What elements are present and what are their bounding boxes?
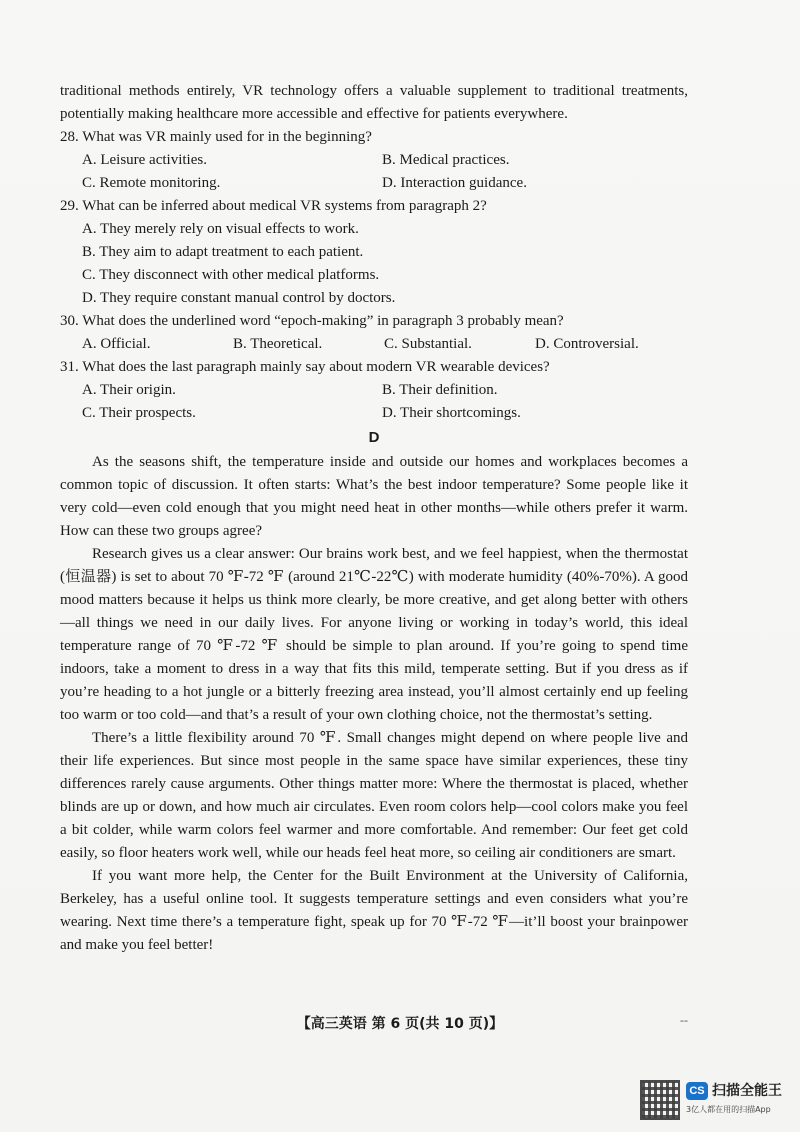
options-row [60,402,688,425]
question-29 [60,195,688,310]
option-b: B. Theoretical. [233,336,323,352]
scanner-watermark [640,1080,785,1120]
option-b: B. They aim to adapt treatment to each patient. [82,244,364,260]
options-row [60,379,688,402]
question-30 [60,310,688,356]
option-b: B. Their definition. [382,382,498,398]
question-28 [60,126,688,195]
option-a: A. They merely rely on visual effects to work. [82,221,359,237]
option-d: D. Their shortcomings. [382,405,521,421]
option-d: D. Controversial. [535,336,639,352]
options-row [60,149,688,172]
option-a: A. Their origin. [82,382,176,398]
page-content [60,80,688,957]
passage-d-paragraph-3: There’s a little flexibility around 70 ℉. Small changes might depend on where people live and their life experiences. But since most people in the same space have similar experiences, these tiny differences rarely cause arguments. Other things matter more: Where the thermostat is placed, whether blinds are up or down, and how much air circulates. Even room colors help—cool colors make you feel a bit colder, while warm colors feel warmer and more comfortable. And remember: Our feet get cold easily, so floor heaters work well, while our heads feel heat more, so ceiling air conditioners are smart. [60,730,688,861]
camscanner-logo-icon: CS [686,1082,708,1100]
passage-d-paragraph-2: Research gives us a clear answer: Our brains work best, and we feel happiest, when the thermostat (恒温器) is set to about 70 ℉-72 ℉ (around 21℃-22℃) with moderate humidity (40%-70%). A good mood matters because it helps us think more clearly, be more creative, and get along better with others—all things we need in our daily lives. For anyone living or working in today’s world, this ideal temperature range of 70 ℉-72 ℉ should be simple to plan around. If you’re going to spend time indoors, take a moment to dress in a way that fits this mild, temperate setting. But if you dress as if you’re heading to a hot jungle or a bitterly freezing area instead, you’ll almost certainly end up feeling too warm or too cold—and that’s a result of your own clothing choice, not the thermostat’s setting. [60,546,688,723]
passage-d-paragraph-1: As the seasons shift, the temperature inside and outside our homes and workplaces becomes a common topic of discussion. It often starts: What’s the best indoor temperature? Some people like it very cold—even cold enough that you might need heat in other months—while others prefer it warm. How can these two groups agree? [60,454,688,539]
question-stem: 28. What was VR mainly used for in the beginning? [60,129,372,145]
options-row [60,172,688,195]
question-stem: 29. What can be inferred about medical VR systems from paragraph 2? [60,198,487,214]
qr-code-icon [640,1080,680,1120]
option-c: C. They disconnect with other medical platforms. [82,267,380,283]
option-a: A. Leisure activities. [82,152,207,168]
option-d: D. They require constant manual control by doctors. [82,290,396,306]
option-c: C. Remote monitoring. [82,175,221,191]
question-stem: 30. What does the underlined word “epoch-making” in paragraph 3 probably mean? [60,313,564,329]
section-heading-d: D [368,429,380,446]
footer-dash: -- [680,1013,688,1027]
option-c: C. Their prospects. [82,405,196,421]
passage-d-paragraph-4: If you want more help, the Center for the Built Environment at the University of California, Berkeley, has a useful online tool. It suggests temperature settings and even considers what you’re wearing. Next time there’s a temperature fight, speak up for 70 ℉-72 ℉—it’ll boost your brainpower and make you feel better! [60,868,688,953]
scanner-tagline: 3亿人都在用的扫描App [686,1105,771,1114]
option-a: A. Official. [82,336,151,352]
option-b: B. Medical practices. [382,152,510,168]
scanner-app-name: 扫描全能王 [712,1083,782,1099]
option-d: D. Interaction guidance. [382,175,527,191]
question-31 [60,356,688,425]
options-row [60,333,688,356]
option-c: C. Substantial. [384,336,472,352]
page-footer: 【高三英语 第 6 页(共 10 页)】 [296,1016,504,1032]
question-stem: 31. What does the last paragraph mainly say about modern VR wearable devices? [60,359,550,375]
passage-c-ending: traditional methods entirely, VR technology offers a valuable supplement to traditional treatments, potentially making healthcare more accessible and effective for patients everywhere. [60,83,688,122]
